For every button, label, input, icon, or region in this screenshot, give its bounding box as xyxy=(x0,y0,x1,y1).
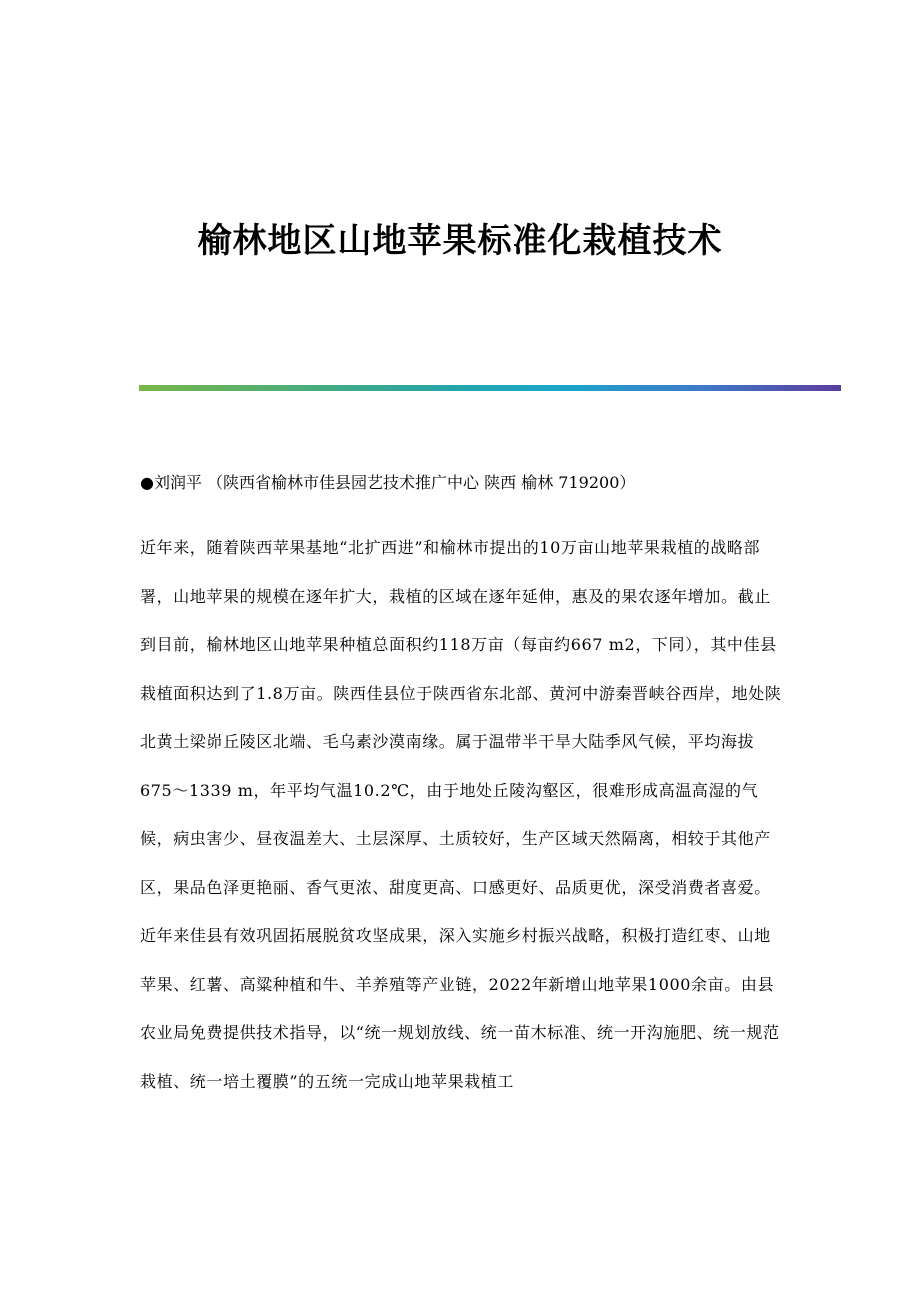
author-affiliation: ●刘润平 （陕西省榆林市佳县园艺技术推广中心 陕西 榆林 719200） xyxy=(140,473,636,492)
body-paragraph: 近年来，随着陕西苹果基地“北扩西进”和榆林市提出的10万亩山地苹果栽植的战略部署，山地苹果的规模在逐年扩大，栽植的区域在逐年延伸，惠及的果农逐年增加。截止到目前，榆林地区山地苹果种植总面积约118万亩（每亩约667 m2，下同），其中佳县栽植面积达到了1.8万亩。陕西佳县位于陕西省东北部、黄河中游秦晋峡谷西岸，地处陕北黄土梁峁丘陵区北端、毛乌素沙漠南缘。属于温带半干旱大陆季风气候，平均海拔675～1339 m，年平均气温10.2℃，由于地处丘陵沟壑区，很难形成高温高湿的气候，病虫害少、昼夜温差大、土层深厚、土质较好，生产区域天然隔离，相较于其他产区，果品色泽更艳丽、香气更浓、甜度更高、口感更好、品质更优，深受消费者喜爱。近年来佳县有效巩固拓展脱贫攻坚成果，深入实施乡村振兴战略，积极打造红枣、山地苹果、红薯、高粱种植和牛、羊养殖等产业链，2022年新增山地苹果1000余亩。由县农业局免费提供技术指导，以“统一规划放线、统一苗木标准、统一开沟施肥、统一规范栽植、统一培土覆膜”的五统一完成山地苹果栽植工 xyxy=(140,538,782,1091)
document-title: 榆林地区山地苹果标准化栽植技术 xyxy=(197,221,723,261)
gradient-divider xyxy=(139,385,841,391)
